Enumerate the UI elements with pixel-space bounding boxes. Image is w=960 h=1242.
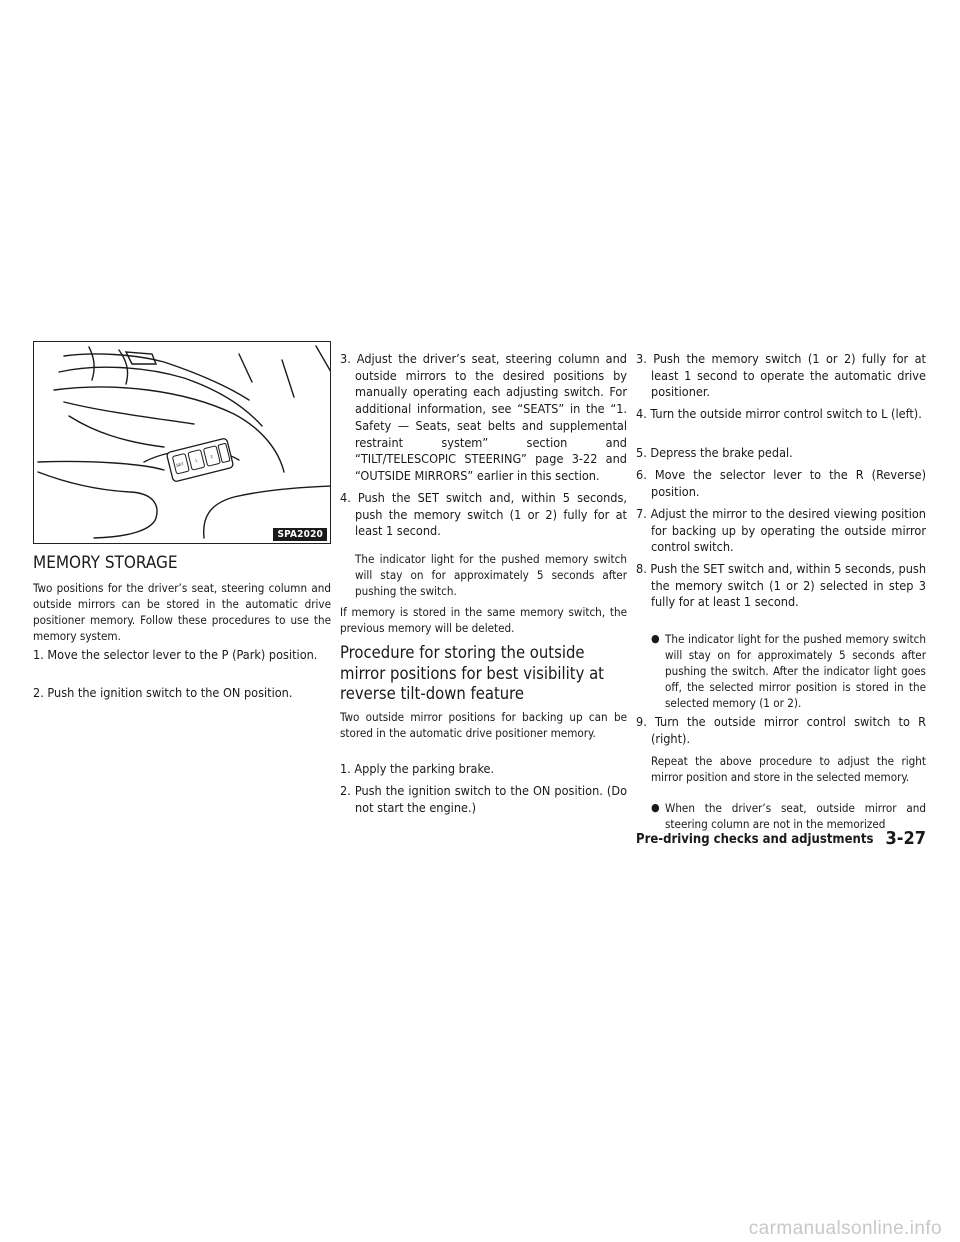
page-footer (636, 829, 926, 853)
door-panel-drawing (34, 342, 331, 544)
section-heading-reverse-tilt-down: Procedure for storing the outside mirror positions for best visibility at reverse tilt-down feature (340, 643, 604, 703)
step-9-mirror-right: 9. Turn the outside mirror control switch to R (right). (636, 714, 926, 746)
step-8-bullet-text: The indicator light for the pushed memory switch will stay on for approximately 5 seconds after pushing the switch. After the indicator light goes off, the selected mirror position is stored in the selected memory (1 or 2). (665, 632, 926, 710)
svg-text:1: 1 (194, 457, 198, 464)
svg-text:SET: SET (175, 461, 185, 468)
step-8-bullet (651, 631, 926, 711)
step-3: 3. Adjust the driver’s seat, steering column and outside mirrors to the desired positions by manually operating each adjusting switch. For additional information, see “SEATS” in the “1. Safety — Seats, seat belts and supplemental restraint system” section and “TILT/TELESCOPIC STEERING” page 3-22 and “OUTSIDE MIRRORS” earlier in this section. (340, 351, 627, 483)
step-4: 4. Push the SET switch and, within 5 seconds, push the memory switch (1 or 2) fully for at least 1 second. (340, 490, 627, 539)
step-1-parking-brake: 1. Apply the parking brake. (340, 761, 495, 776)
step-4-mirror-left: 4. Turn the outside mirror control switch to L (left). (636, 406, 922, 421)
memory-switch-illustration (33, 341, 331, 544)
figure-label: SPA2020 (273, 528, 327, 541)
step-8-set-switch: 8. Push the SET switch and, within 5 seconds, push the memory switch (1 or 2) selected in step 3 fully for at least 1 second. (636, 561, 926, 610)
step-3-memory-switch: 3. Push the memory switch (1 or 2) fully for at least 1 second to operate the automatic drive positioner. (636, 351, 926, 400)
step-9-bullet-text: When the driver’s seat, outside mirror and steering column are not in the memorized (665, 801, 926, 831)
step-5-brake: 5. Depress the brake pedal. (636, 445, 793, 460)
memory-overwrite-note: If memory is stored in the same memory switch, the previous memory will be deleted. (340, 605, 627, 635)
intro-paragraph: Two positions for the driver’s seat, steering column and outside mirrors can be stored in the automatic drive positioner memory. Follow these procedures to use the memory system. (33, 581, 331, 643)
footer-section-title: Pre-driving checks and adjustments (636, 832, 874, 847)
svg-text:2: 2 (209, 453, 214, 460)
bullet-icon: ● (651, 632, 660, 645)
step-7-adjust-mirror: 7. Adjust the mirror to the desired viewing position for backing up by operating the outside mirror control switch. (636, 506, 926, 555)
intro-paragraph-2: Two outside mirror positions for backing up can be stored in the automatic drive positioner memory. (340, 710, 627, 740)
page-number: 3-27 (885, 828, 926, 849)
step-6-selector-reverse: 6. Move the selector lever to the R (Reverse) position. (636, 467, 926, 499)
step-4-note: The indicator light for the pushed memory switch will stay on for approximately 5 seconds after pushing the switch. (355, 552, 627, 598)
section-heading-memory-storage: MEMORY STORAGE (33, 553, 178, 573)
step-1: 1. Move the selector lever to the P (Park) position. (33, 647, 318, 662)
bullet-icon: ● (651, 801, 660, 814)
step-2: 2. Push the ignition switch to the ON position. (33, 685, 293, 700)
watermark: carmanualsonline.info (748, 1218, 942, 1239)
step-2-ignition: 2. Push the ignition switch to the ON position. (Do not start the engine.) (340, 783, 627, 815)
step-9-note: Repeat the above procedure to adjust the right mirror position and store in the selected memory. (651, 754, 926, 784)
